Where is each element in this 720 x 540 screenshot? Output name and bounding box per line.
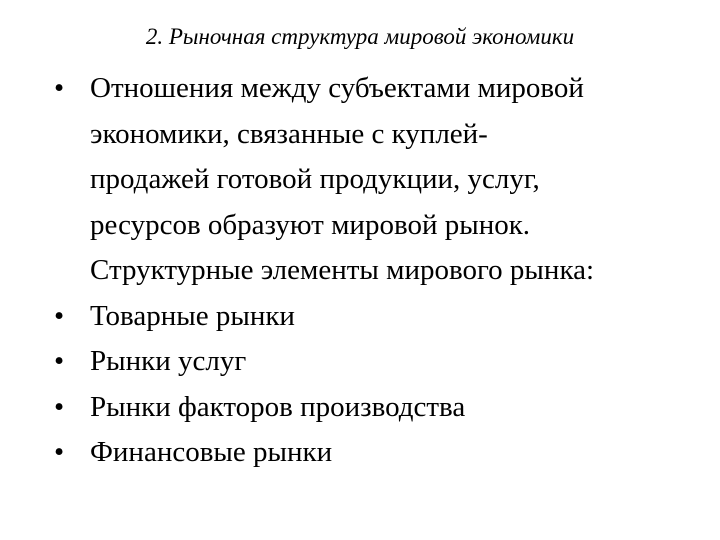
bullet-item-services-markets <box>54 339 674 385</box>
bullet-text-line: Структурные элементы мирового рынка: <box>90 254 595 286</box>
bullet-text-line: Товарные рынки <box>90 299 295 332</box>
bullet-list <box>54 66 674 476</box>
bullet-text-line: Рынки факторов производства <box>90 390 466 423</box>
bullet-text-line: Финансовые рынки <box>90 436 333 468</box>
bullet-text-line: продажей готовой продукции, услуг, <box>90 163 540 195</box>
bullet-icon: • <box>54 345 65 377</box>
bullet-icon: • <box>54 72 65 104</box>
bullet-text-line: экономики, связанные с куплей- <box>90 117 488 150</box>
bullet-icon: • <box>54 436 65 468</box>
bullet-item-goods-markets <box>54 294 674 340</box>
bullet-item-definition <box>54 66 674 294</box>
bullet-item-factor-markets <box>54 385 674 431</box>
bullet-icon: • <box>54 299 65 332</box>
slide-title: 2. Рыночная структура мировой экономики <box>145 24 575 49</box>
bullet-text-line: Рынки услуг <box>90 345 247 377</box>
bullet-text-line: Отношения между субъектами мировой <box>90 72 584 104</box>
bullet-icon: • <box>54 390 65 423</box>
bullet-text-line: ресурсов образуют мировой рынок. <box>90 208 531 241</box>
bullet-item-financial-markets <box>54 430 674 476</box>
